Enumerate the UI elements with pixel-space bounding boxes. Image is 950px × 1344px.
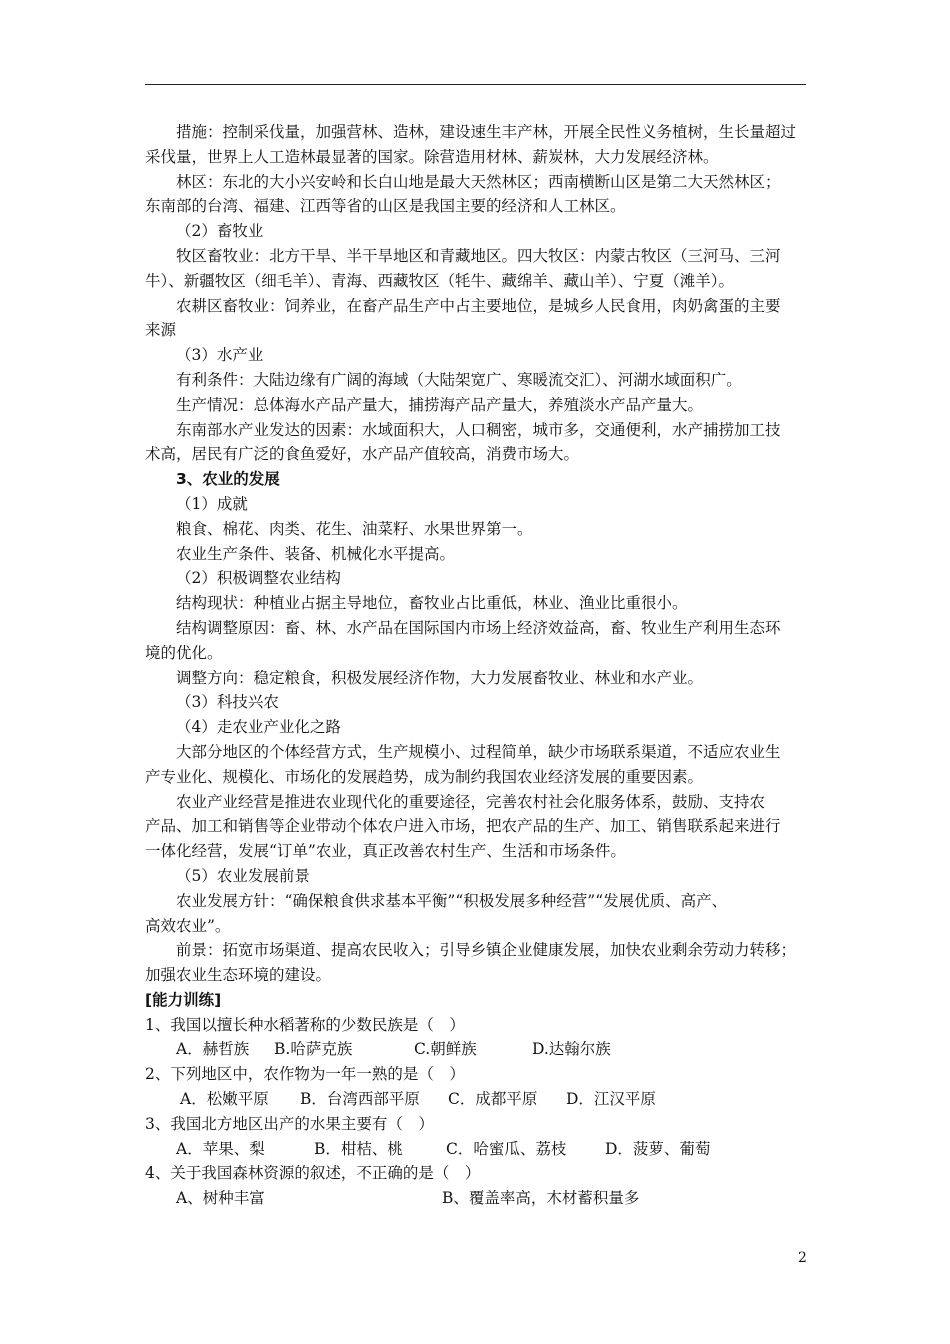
text-line: 农业产业经营是推进农业现代化的重要途径，完善农村社会化服务体系，鼓励、支持农 <box>176 792 766 811</box>
question-4-options <box>145 1186 815 1211</box>
text-line: 牛）、新疆牧区（细毛羊）、青海、西藏牧区（牦牛、藏绵羊、藏山羊）、宁夏（滩羊）。 <box>145 271 735 290</box>
option-c: C．哈蜜瓜、荔枝 <box>446 1139 567 1158</box>
option-a: A．松嫩平原 <box>180 1090 269 1109</box>
subheading: （2）积极调整农业结构 <box>176 569 341 588</box>
text-line: 结构现状：种植业占据主导地位，畜牧业占比重低，林业、渔业比重很小。 <box>176 594 688 613</box>
text-line: 调整方向：稳定粮食，积极发展经济作物，大力发展畜牧业、林业和水产业。 <box>176 668 704 687</box>
section-heading: 3、农业的发展 <box>176 470 280 489</box>
text-line: 林区：东北的大小兴安岭和长白山地是最大天然林区；西南横断山区是第二大天然林区； <box>176 172 781 191</box>
option-d: D.达翰尔族 <box>532 1040 611 1059</box>
text-line: 前景：拓宽市场渠道、提高农民收入；引导乡镇企业健康发展，加快农业剩余劳动力转移； <box>176 941 797 960</box>
question-3-options <box>145 1137 815 1162</box>
subheading: （3）水产业 <box>176 346 264 365</box>
text-line: 措施：控制采伐量，加强营林、造林，建设速生丰产林，开展全民性义务植树，生长量超过 <box>176 123 797 141</box>
text-line: 产专业化、规模化、市场化的发展趋势，成为制约我国农业经济发展的重要因素。 <box>145 767 704 786</box>
option-d: D．江汉平原 <box>566 1090 656 1109</box>
question-1: 1、我国以擅长种水稻著称的少数民族是（ ） <box>145 1015 465 1034</box>
question-4: 4、关于我国森林资源的叙述，不正确的是（ ） <box>145 1164 481 1183</box>
subheading: （2）畜牧业 <box>176 222 264 241</box>
text-line: 一体化经营，发展“订单”农业，真正改善农村生产、生活和市场条件。 <box>145 842 626 861</box>
text-line: 粮食、棉花、肉类、花生、油菜籽、水果世界第一。 <box>176 519 533 538</box>
text-line: 东南部的台湾、福建、江西等省的山区是我国主要的经济和人工林区。 <box>145 197 626 216</box>
document-body <box>145 120 815 1211</box>
option-a: A．赫哲族 <box>176 1040 250 1059</box>
text-line: 来源 <box>145 321 177 340</box>
text-line: 采伐量，世界上人工造林最显著的国家。除营造用材林、薪炭林，大力发展经济林。 <box>145 147 719 166</box>
text-line: 高效农业”。 <box>145 916 231 935</box>
text-line: 加强农业生态环境的建设。 <box>145 966 332 985</box>
text-line: 东南部水产业发达的因素：水域面积大，人口稠密，城市多，交通便利，水产捕捞加工技 <box>176 420 781 439</box>
text-line: 结构调整原因：畜、林、水产品在国际国内市场上经济效益高，畜、牧业生产利用生态环 <box>176 618 781 637</box>
text-line: 境的优化。 <box>145 643 223 662</box>
option-b: B.哈萨克族 <box>274 1040 353 1059</box>
text-line: 农业发展方针：“确保粮食供求基本平衡”“积极发展多种经营”“发展优质、高产、 <box>176 891 728 910</box>
option-a: A．苹果、梨 <box>176 1139 265 1158</box>
question-2-options <box>145 1087 815 1112</box>
text-line: 生产情况：总体海水产品产量大，捕捞海产品产量大，养殖淡水产品产量大。 <box>176 395 704 414</box>
option-a: A、树种丰富 <box>176 1189 265 1208</box>
text-line: 术高，居民有广泛的食鱼爱好，水产品产值较高，消费市场大。 <box>145 445 580 464</box>
question-2: 2、下列地区中，农作物为一年一熟的是（ ） <box>145 1065 465 1084</box>
text-line: 大部分地区的个体经营方式，生产规模小、过程简单，缺少市场联系渠道，不适应农业生 <box>176 742 781 761</box>
subheading: （3）科技兴农 <box>176 693 279 712</box>
option-c: C.朝鲜族 <box>414 1040 477 1059</box>
option-c: C．成都平原 <box>448 1090 538 1109</box>
text-line: 牧区畜牧业：北方干旱、半干旱地区和青藏地区。四大牧区：内蒙古牧区（三河马、三河 <box>176 246 781 265</box>
text-line: 有利条件：大陆边缘有广阔的海域（大陆架宽广、寒暖流交汇）、河湖水域面积广。 <box>176 370 742 389</box>
option-b: B、覆盖率高，木材蓄积量多 <box>442 1189 640 1208</box>
option-b: B．柑桔、桃 <box>314 1139 403 1158</box>
header-rule <box>145 84 806 85</box>
question-1-options <box>145 1037 815 1062</box>
option-b: B．台湾西部平原 <box>300 1090 420 1109</box>
subheading: （1）成就 <box>176 494 248 513</box>
subheading: （5）农业发展前景 <box>176 866 310 885</box>
subheading: （4）走农业产业化之路 <box>176 718 341 737</box>
exercise-title: [能力训练] <box>145 990 222 1009</box>
question-3: 3、我国北方地区出产的水果主要有（ ） <box>145 1114 434 1133</box>
text-line: 农耕区畜牧业：饲养业，在畜产品生产中占主要地位，是城乡人民食用，肉奶禽蛋的主要 <box>176 296 781 315</box>
option-d: D．菠萝、葡萄 <box>605 1139 711 1158</box>
page-number: 2 <box>798 1250 807 1266</box>
text-line: 产品、加工和销售等企业带动个体农户进入市场，把农产品的生产、加工、销售联系起来进行 <box>145 817 781 836</box>
text-line: 农业生产条件、装备、机械化水平提高。 <box>176 544 456 563</box>
